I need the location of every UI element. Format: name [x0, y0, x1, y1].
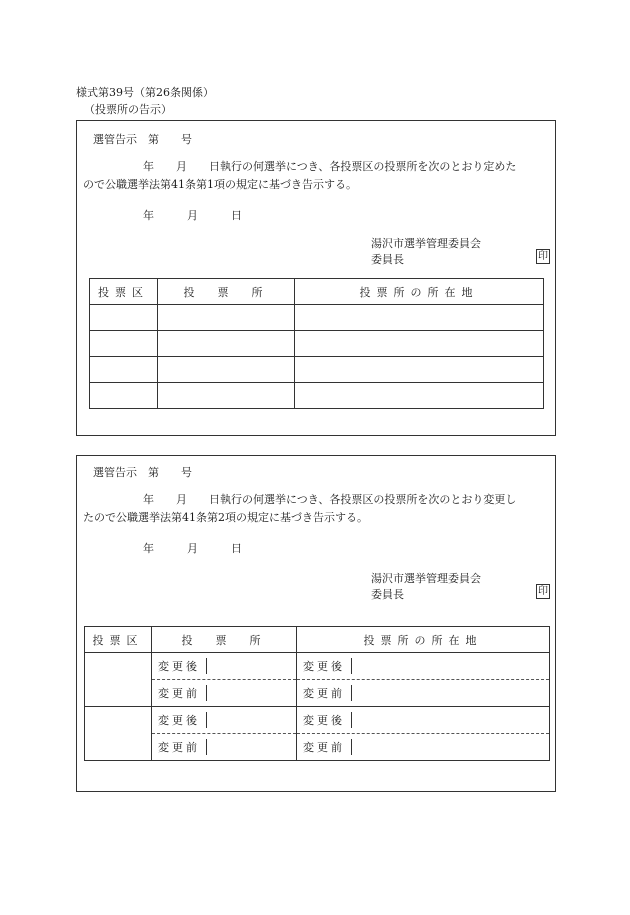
- notice-box-2: [76, 455, 556, 792]
- after-label: 変更後: [152, 658, 207, 674]
- notice-body-line2: たので公職選挙法第41条第2項の規定に基づき告示する。: [83, 511, 368, 524]
- district-cell[interactable]: [90, 331, 158, 357]
- before-label: 変更前: [297, 685, 352, 701]
- notice-date: 年 月 日: [143, 209, 242, 222]
- address-after-cell[interactable]: [297, 707, 550, 734]
- chair-title: 委員長: [371, 588, 404, 601]
- address-cell[interactable]: [295, 331, 544, 357]
- table-header-row: [90, 279, 544, 305]
- col-header-station: 投 票 所: [152, 627, 297, 653]
- address-cell[interactable]: [295, 383, 544, 409]
- table-row: [85, 653, 550, 680]
- col-header-station: 投 票 所: [158, 279, 295, 305]
- before-label: 変更前: [152, 739, 207, 755]
- notice-body-line1: 年 月 日執行の何選挙につき、各投票区の投票所を次のとおり変更し: [143, 493, 517, 506]
- col-header-address: 投票所の所在地: [295, 279, 544, 305]
- after-label: 変更後: [297, 712, 352, 728]
- col-header-district: 投票区: [85, 627, 152, 653]
- table-row: [90, 383, 544, 409]
- table-row: [85, 680, 550, 707]
- table-header-row: [85, 627, 550, 653]
- address-after-cell[interactable]: [297, 653, 550, 680]
- address-before-cell[interactable]: [297, 734, 550, 761]
- issuer-name: 湯沢市選挙管理委員会: [371, 237, 481, 250]
- issuer-name: 湯沢市選挙管理委員会: [371, 572, 481, 585]
- table-row: [90, 331, 544, 357]
- address-cell[interactable]: [295, 357, 544, 383]
- notice-number: 選管告示 第 号: [93, 466, 192, 479]
- notice-number: 選管告示 第 号: [93, 133, 192, 146]
- district-cell[interactable]: [85, 707, 152, 761]
- station-before-cell[interactable]: [152, 680, 297, 707]
- table-row: [85, 707, 550, 734]
- station-cell[interactable]: [158, 331, 295, 357]
- before-label: 変更前: [152, 685, 207, 701]
- station-cell[interactable]: [158, 357, 295, 383]
- form-number: 様式第39号（第26条関係）: [76, 86, 214, 99]
- chair-title: 委員長: [371, 253, 404, 266]
- district-cell[interactable]: [90, 305, 158, 331]
- notice-box-1: [76, 120, 556, 436]
- station-cell[interactable]: [158, 383, 295, 409]
- notice-body-line2: ので公職選挙法第41条第1項の規定に基づき告示する。: [83, 178, 357, 191]
- table-row: [90, 357, 544, 383]
- station-after-cell[interactable]: [152, 653, 297, 680]
- notice-body-line1: 年 月 日執行の何選挙につき、各投票区の投票所を次のとおり定めた: [143, 160, 517, 173]
- polling-table-1: [89, 278, 544, 409]
- seal-mark: 印: [538, 586, 548, 597]
- notice-date: 年 月 日: [143, 542, 242, 555]
- seal-mark: 印: [538, 251, 548, 262]
- before-label: 変更前: [297, 739, 352, 755]
- col-header-address: 投票所の所在地: [297, 627, 550, 653]
- address-before-cell[interactable]: [297, 680, 550, 707]
- district-cell[interactable]: [90, 357, 158, 383]
- col-header-district: 投票区: [90, 279, 158, 305]
- district-cell[interactable]: [85, 653, 152, 707]
- station-cell[interactable]: [158, 305, 295, 331]
- form-title: （投票所の告示）: [84, 103, 172, 116]
- table-row: [85, 734, 550, 761]
- after-label: 変更後: [297, 658, 352, 674]
- district-cell[interactable]: [90, 383, 158, 409]
- station-after-cell[interactable]: [152, 707, 297, 734]
- address-cell[interactable]: [295, 305, 544, 331]
- after-label: 変更後: [152, 712, 207, 728]
- station-before-cell[interactable]: [152, 734, 297, 761]
- polling-change-table: [84, 626, 550, 761]
- table-row: [90, 305, 544, 331]
